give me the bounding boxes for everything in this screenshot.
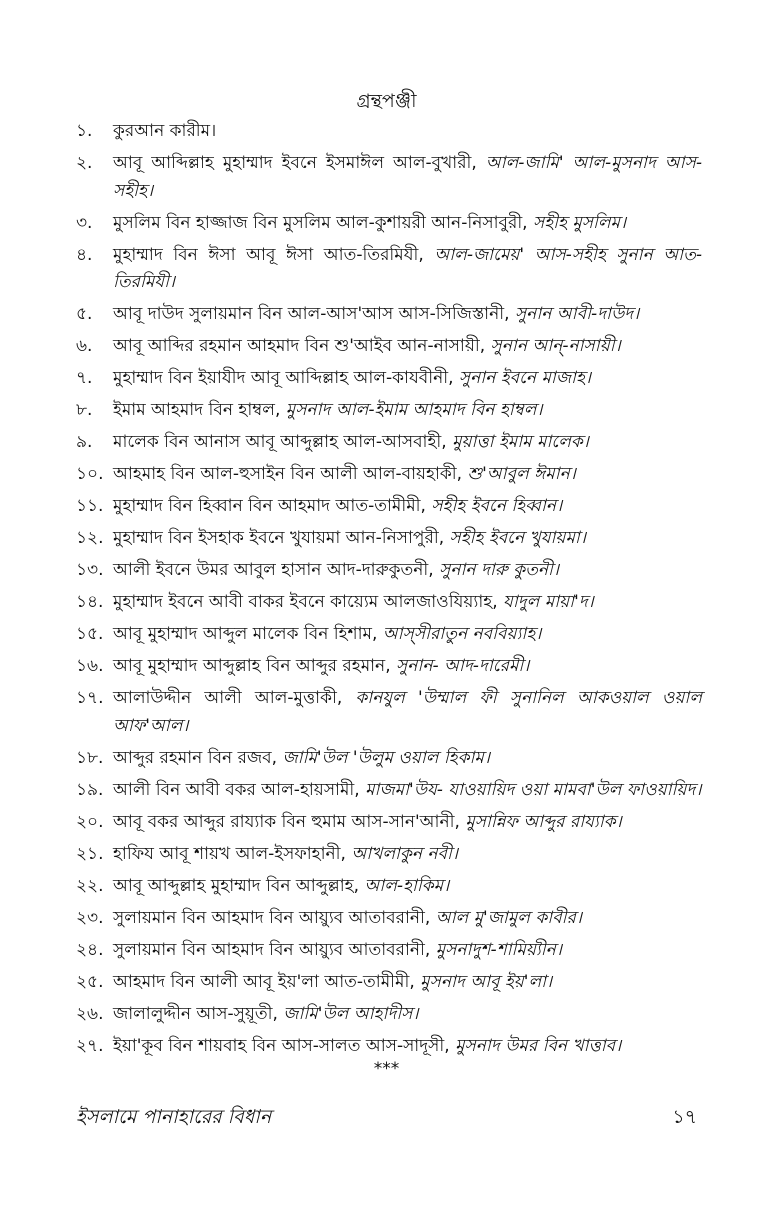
entry-work-title: মুসনাদ আল-ইমাম আহমাদ বিন হাম্বল। [285, 400, 543, 420]
entry-number: ১৮. [76, 747, 104, 768]
entry-work-title: সহীহ মুসলিম। [533, 212, 627, 233]
entry-number: ১২. [76, 528, 104, 548]
entry-number: ২৬. [76, 1003, 104, 1024]
entry-number: ২. [76, 153, 93, 173]
entry-number: ১৬. [76, 656, 104, 676]
entry-number: ২৫. [76, 971, 104, 992]
bibliography-entry [76, 557, 702, 585]
entry-work-title: সহীহ ইবনে হিব্বান। [431, 496, 563, 516]
page-title: গ্রন্থপঞ্জী [356, 90, 417, 112]
entry-text [113, 365, 702, 393]
bibliography-entry [76, 841, 702, 869]
entry-text [113, 150, 702, 205]
entry-text [113, 397, 702, 425]
entry-text [113, 118, 702, 146]
entry-work-title: মুসনাদ আবূ ইয়'লা। [420, 971, 553, 992]
entry-author: আব্দুর রহমান বিন রজব, [113, 747, 283, 768]
entry-work-title: মুসান্নিফ আব্দুর রায্যাক। [465, 811, 622, 832]
bibliography-entry [76, 365, 702, 393]
entry-author: আবূ মুহাম্মাদ আব্দুল মালেক বিন হিশাম, [113, 624, 383, 644]
entry-work-title: কানযুল 'উম্মাল ফী সুনানিল আকওয়াল ওয়াল আফ'আল। [113, 688, 702, 736]
entry-work-title: আখলাকুন নবী। [351, 843, 458, 864]
entry-number: ১০. [76, 464, 104, 484]
entry-work-title: সুনান আবী-দাউদ। [514, 304, 640, 324]
entry-work-title: সুনান- আদ-দারেমী। [396, 656, 530, 676]
bibliography-entry [76, 937, 702, 965]
entry-work-title: সুনান আন্-নাসায়ী। [490, 336, 621, 356]
bibliography-entry [76, 621, 702, 649]
bibliography-entry [76, 1001, 702, 1029]
bibliography-entry [76, 118, 702, 146]
page-number: ১৭ [672, 1106, 697, 1128]
entry-text [113, 429, 702, 457]
entry-author: মালেক বিন আনাস আবূ আব্দুল্লাহ আল-আসবাহী, [113, 432, 453, 452]
entry-author: মুহাম্মাদ বিন হিব্বান বিন আহমাদ আত-তামীমী, [113, 496, 432, 516]
entry-number: ৫. [76, 304, 93, 324]
entry-author: আহমাদ বিন আলী আবূ ইয়'লা আত-তামীমী, [113, 971, 421, 992]
entry-author: আবূ আব্দুল্লাহ মুহাম্মাদ বিন আব্দুল্লাহ, [113, 875, 365, 896]
entry-author: ইয়া'কূব বিন শায়বাহ বিন আস-সালত আস-সাদূসী, [113, 1035, 456, 1056]
entry-text [113, 809, 702, 837]
entry-work-title: আল-জামি' আল-মুসনাদ আস-সহীহ। [113, 153, 702, 201]
entry-work-title: আল-জামেয়' আস-সহীহ সুনান আত-তিরমিযী। [113, 244, 703, 292]
entry-text [113, 557, 702, 585]
bibliography-entry [76, 525, 702, 553]
bibliography-entry [76, 210, 702, 238]
bibliography-entry [76, 1033, 702, 1061]
bibliography-entry [76, 333, 702, 361]
entry-author: মুসলিম বিন হাজ্জাজ বিন মুসলিম আল-কুশায়রী আন-নিসাবুরী, [113, 212, 533, 233]
entry-text [113, 621, 702, 649]
entry-author: আহমাহ বিন আল-হুসাইন বিন আলী আল-বায়হাকী, [113, 464, 468, 484]
entry-number: ৪. [76, 244, 93, 265]
entry-text [113, 493, 702, 521]
entry-number: ২০. [76, 811, 104, 832]
entry-work-title: জামি'উল 'উলুম ওয়াল হিকাম। [282, 747, 490, 768]
entry-text [113, 745, 702, 773]
entry-text [113, 1001, 702, 1029]
bibliography-entry [76, 493, 702, 521]
entry-author: সুলায়মান বিন আহমাদ বিন আয়্যুব আতাবরানী, [113, 939, 436, 960]
entry-text [113, 873, 702, 901]
entry-author: ইমাম আহমাদ বিন হাম্বল, [113, 400, 286, 420]
entry-author: মুহাম্মাদ বিন ঈসা আবূ ঈসা আত-তিরমিযী, [113, 244, 435, 265]
bibliography-entry [76, 653, 702, 681]
bibliography-entry [76, 809, 702, 837]
entry-work-title: সহীহ ইবনে খুযায়মা। [449, 528, 586, 548]
entry-number: ১৯. [76, 779, 104, 800]
entry-author: কুরআন কারীম। [113, 121, 217, 141]
entry-work-title: যাদুল মায়া'দ। [503, 592, 594, 612]
bibliography-list [76, 118, 702, 1065]
entry-author: আবূ আব্দিল্লাহ মুহাম্মাদ ইবনে ইসমাঈল আল-বুখারী, [113, 153, 486, 173]
entry-author: আবূ বকর আব্দুর রায্যাক বিন হুমাম আস-সান'আনী, [113, 811, 466, 832]
entry-author: আলী ইবনে উমর আবুল হাসান আদ-দারুকুতনী, [113, 560, 440, 580]
bibliography-entry [76, 969, 702, 997]
entry-work-title: সুনান ইবনে মাজাহ। [458, 368, 591, 388]
entry-number: ১৩. [76, 560, 104, 580]
entry-number: ৭. [76, 368, 93, 388]
entry-work-title: মুয়াত্তা ইমাম মালেক। [452, 432, 589, 452]
entry-text [113, 589, 702, 617]
bibliography-entry [76, 397, 702, 425]
entry-number: ৮. [76, 400, 93, 420]
entry-author: আবূ দাউদ সুলায়মান বিন আল-আস'আস আস-সিজিস্তানী, [113, 304, 515, 324]
entry-number: ৩. [76, 212, 93, 233]
entry-work-title: সুনান দারু কুতনী। [439, 560, 559, 580]
entry-number: ২২. [76, 875, 104, 896]
entry-author: সুলায়মান বিন আহমাদ বিন আয়্যুব আতাবরানী, [113, 907, 436, 928]
bibliography-entry [76, 745, 702, 773]
entry-author: হাফিয আবূ শায়খ আল-ইসফাহানী, [113, 843, 352, 864]
entry-text [113, 937, 702, 965]
bibliography-entry [76, 685, 702, 740]
entry-number: ১১. [76, 496, 104, 516]
bibliography-entry [76, 461, 702, 489]
entry-text [113, 685, 702, 740]
entry-number: ১৪. [76, 592, 104, 612]
bibliography-entry [76, 589, 702, 617]
entry-text [113, 210, 702, 238]
entry-text [113, 777, 702, 805]
entry-author: মুহাম্মাদ বিন ইসহাক ইবনে খুযায়মা আন-নিসাপুরী, [113, 528, 450, 548]
entry-author: আবূ আব্দির রহমান আহমাদ বিন শু'আইব আন-নাসায়ী, [113, 336, 491, 356]
entry-number: ৯. [76, 432, 93, 452]
section-separator: *** [373, 1059, 400, 1079]
entry-author: আলাউদ্দীন আলী আল-মুত্তাকী, [113, 688, 356, 708]
entry-number: ২৩. [76, 907, 104, 928]
bibliography-entry [76, 873, 702, 901]
entry-number: ১. [76, 121, 93, 141]
entry-text [113, 461, 702, 489]
entry-author: মুহাম্মাদ বিন ইয়াযীদ আবূ আব্দিল্লাহ আল-কাযবীনী, [113, 368, 459, 388]
bibliography-entry [76, 905, 702, 933]
entry-work-title: মুসনাদুশ-শামিয়্যীন। [435, 939, 562, 960]
entry-author: আবূ মুহাম্মাদ আব্দুল্লাহ বিন আব্দুর রহমান, [113, 656, 397, 676]
bibliography-entry [76, 301, 702, 329]
entry-number: ১৫. [76, 624, 104, 644]
entry-work-title: মাজমা'উয- যাওয়ায়িদ ওয়া মামবা'উল ফাওয়ায়িদ। [365, 779, 702, 800]
entry-work-title: আল মু'জামুল কাবীর। [435, 907, 582, 928]
entry-work-title: আল-হাকিম। [364, 875, 450, 896]
entry-text [113, 841, 702, 869]
entry-text [113, 969, 702, 997]
entry-number: ২৪. [76, 939, 104, 960]
entry-author: আলী বিন আবী বকর আল-হায়সামী, [113, 779, 366, 800]
entry-number: ১৭. [76, 688, 104, 708]
entry-work-title: মুসনাদ উমর বিন খাত্তাব। [455, 1035, 622, 1056]
bibliography-entry [76, 429, 702, 457]
bibliography-entry [76, 242, 702, 297]
bibliography-entry [76, 777, 702, 805]
entry-number: ৬. [76, 336, 93, 356]
entry-text [113, 301, 702, 329]
entry-author: জালালুদ্দীন আস-সুয়ূতী, [113, 1003, 284, 1024]
bibliography-entry [76, 150, 702, 205]
entry-text [113, 653, 702, 681]
entry-text [113, 242, 702, 297]
entry-work-title: জামি'উল আহাদীস। [283, 1003, 419, 1024]
entry-text [113, 905, 702, 933]
entry-text [113, 1033, 702, 1061]
entry-author: মুহাম্মাদ ইবনে আবী বাকর ইবনে কায়্যেম আলজাওযিয়্যাহ, [113, 592, 504, 612]
entry-number: ২১. [76, 843, 104, 864]
entry-work-title: আস্সীরাতুন নববিয়্যাহ। [382, 624, 542, 644]
entry-text [113, 525, 702, 553]
entry-text [113, 333, 702, 361]
entry-work-title: শু'আবুল ঈমান। [467, 464, 576, 484]
entry-number: ২৭. [76, 1035, 104, 1056]
footer-book-title: ইসলামে পানাহারের বিধান [76, 1106, 272, 1128]
